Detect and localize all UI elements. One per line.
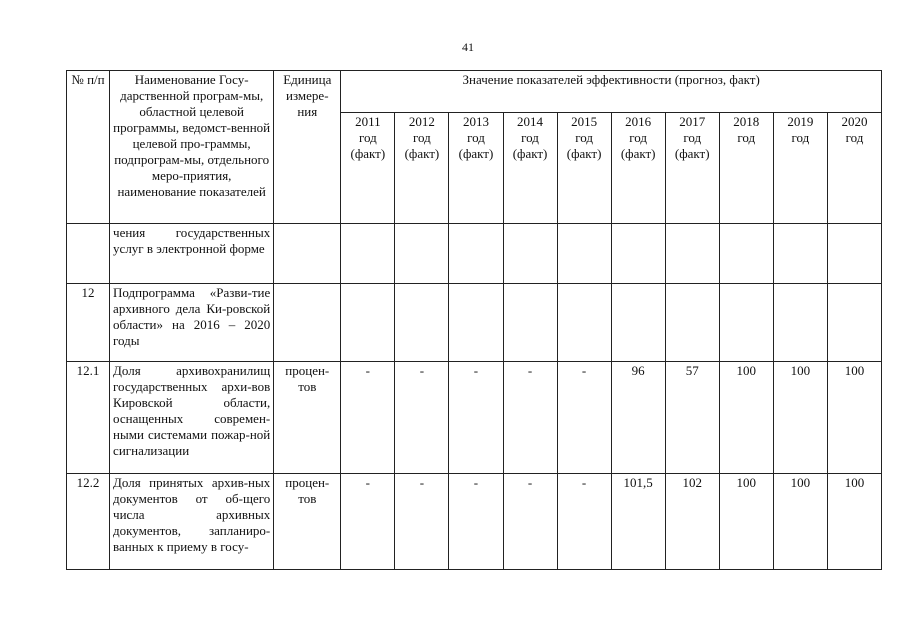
row-name: Подпрограмма «Разви-тие архивного дела Ки-ровской области» на 2016 – 2020 годы — [110, 284, 274, 362]
row-value — [827, 224, 881, 284]
row-value: - — [395, 362, 449, 474]
row-value — [719, 224, 773, 284]
row-unit: процен-тов — [274, 362, 341, 474]
row-unit — [274, 224, 341, 284]
row-name: Доля архивохранилищ государственных архи-вов Кировской области, оснащенных современ-ными системами пожар-ной сигнализации — [110, 362, 274, 474]
row-value: 100 — [719, 474, 773, 570]
row-num — [67, 224, 110, 284]
table-row — [67, 474, 882, 570]
row-value — [665, 224, 719, 284]
row-num: 12.2 — [67, 474, 110, 570]
row-value: 100 — [827, 362, 881, 474]
row-value: 100 — [827, 474, 881, 570]
row-value: - — [341, 474, 395, 570]
header-year: 2013 год (факт) — [449, 112, 503, 223]
header-year: 2018 год — [719, 112, 773, 223]
row-value: - — [341, 362, 395, 474]
row-name: чения государственных услуг в электронной форме — [110, 224, 274, 284]
row-value — [773, 224, 827, 284]
header-values-group: Значение показателей эффективности (прогноз, факт) — [341, 71, 882, 113]
row-value: 96 — [611, 362, 665, 474]
row-value: - — [557, 474, 611, 570]
table-row — [67, 284, 882, 362]
row-value — [341, 224, 395, 284]
row-value — [611, 284, 665, 362]
row-value: 100 — [773, 474, 827, 570]
row-value: - — [503, 362, 557, 474]
header-year: 2019 год — [773, 112, 827, 223]
row-num: 12 — [67, 284, 110, 362]
indicators-table — [66, 70, 882, 570]
row-value — [773, 284, 827, 362]
row-value — [449, 224, 503, 284]
row-value: 101,5 — [611, 474, 665, 570]
table-row — [67, 362, 882, 474]
header-year: 2014 год (факт) — [503, 112, 557, 223]
row-value — [611, 224, 665, 284]
row-value — [449, 284, 503, 362]
header-year: 2016 год (факт) — [611, 112, 665, 223]
row-value — [557, 284, 611, 362]
header-year: 2011 год (факт) — [341, 112, 395, 223]
page-number: 41 — [462, 40, 474, 54]
header-year: 2012 год (факт) — [395, 112, 449, 223]
row-value: 100 — [719, 362, 773, 474]
row-value — [341, 284, 395, 362]
header-num: № п/п — [67, 71, 110, 224]
row-value — [665, 284, 719, 362]
row-value — [395, 284, 449, 362]
row-num: 12.1 — [67, 362, 110, 474]
row-unit: процен-тов — [274, 474, 341, 570]
row-value — [395, 224, 449, 284]
header-name: Наименование Госу-дарственной програм-мы, областной целевой программы, ведомст-венной целевой про-граммы, подпрограм-мы, отдельного меро-приятия, наименование показателей — [110, 71, 274, 224]
row-value — [827, 284, 881, 362]
header-row-1 — [67, 71, 882, 113]
row-value — [503, 224, 557, 284]
row-value: 57 — [665, 362, 719, 474]
row-value: - — [449, 474, 503, 570]
row-value: 102 — [665, 474, 719, 570]
row-value — [557, 224, 611, 284]
row-value: - — [395, 474, 449, 570]
row-name: Доля принятых архив-ных документов от об-щего числа архивных документов, запланиро-ванных к приему в госу- — [110, 474, 274, 570]
row-unit — [274, 284, 341, 362]
header-unit: Единица измере-ния — [274, 71, 341, 224]
row-value — [503, 284, 557, 362]
header-year: 2015 год (факт) — [557, 112, 611, 223]
row-value: 100 — [773, 362, 827, 474]
row-value: - — [503, 474, 557, 570]
row-value — [719, 284, 773, 362]
header-year: 2017 год (факт) — [665, 112, 719, 223]
row-value: - — [449, 362, 503, 474]
table-row — [67, 224, 882, 284]
row-value: - — [557, 362, 611, 474]
header-year: 2020 год — [827, 112, 881, 223]
